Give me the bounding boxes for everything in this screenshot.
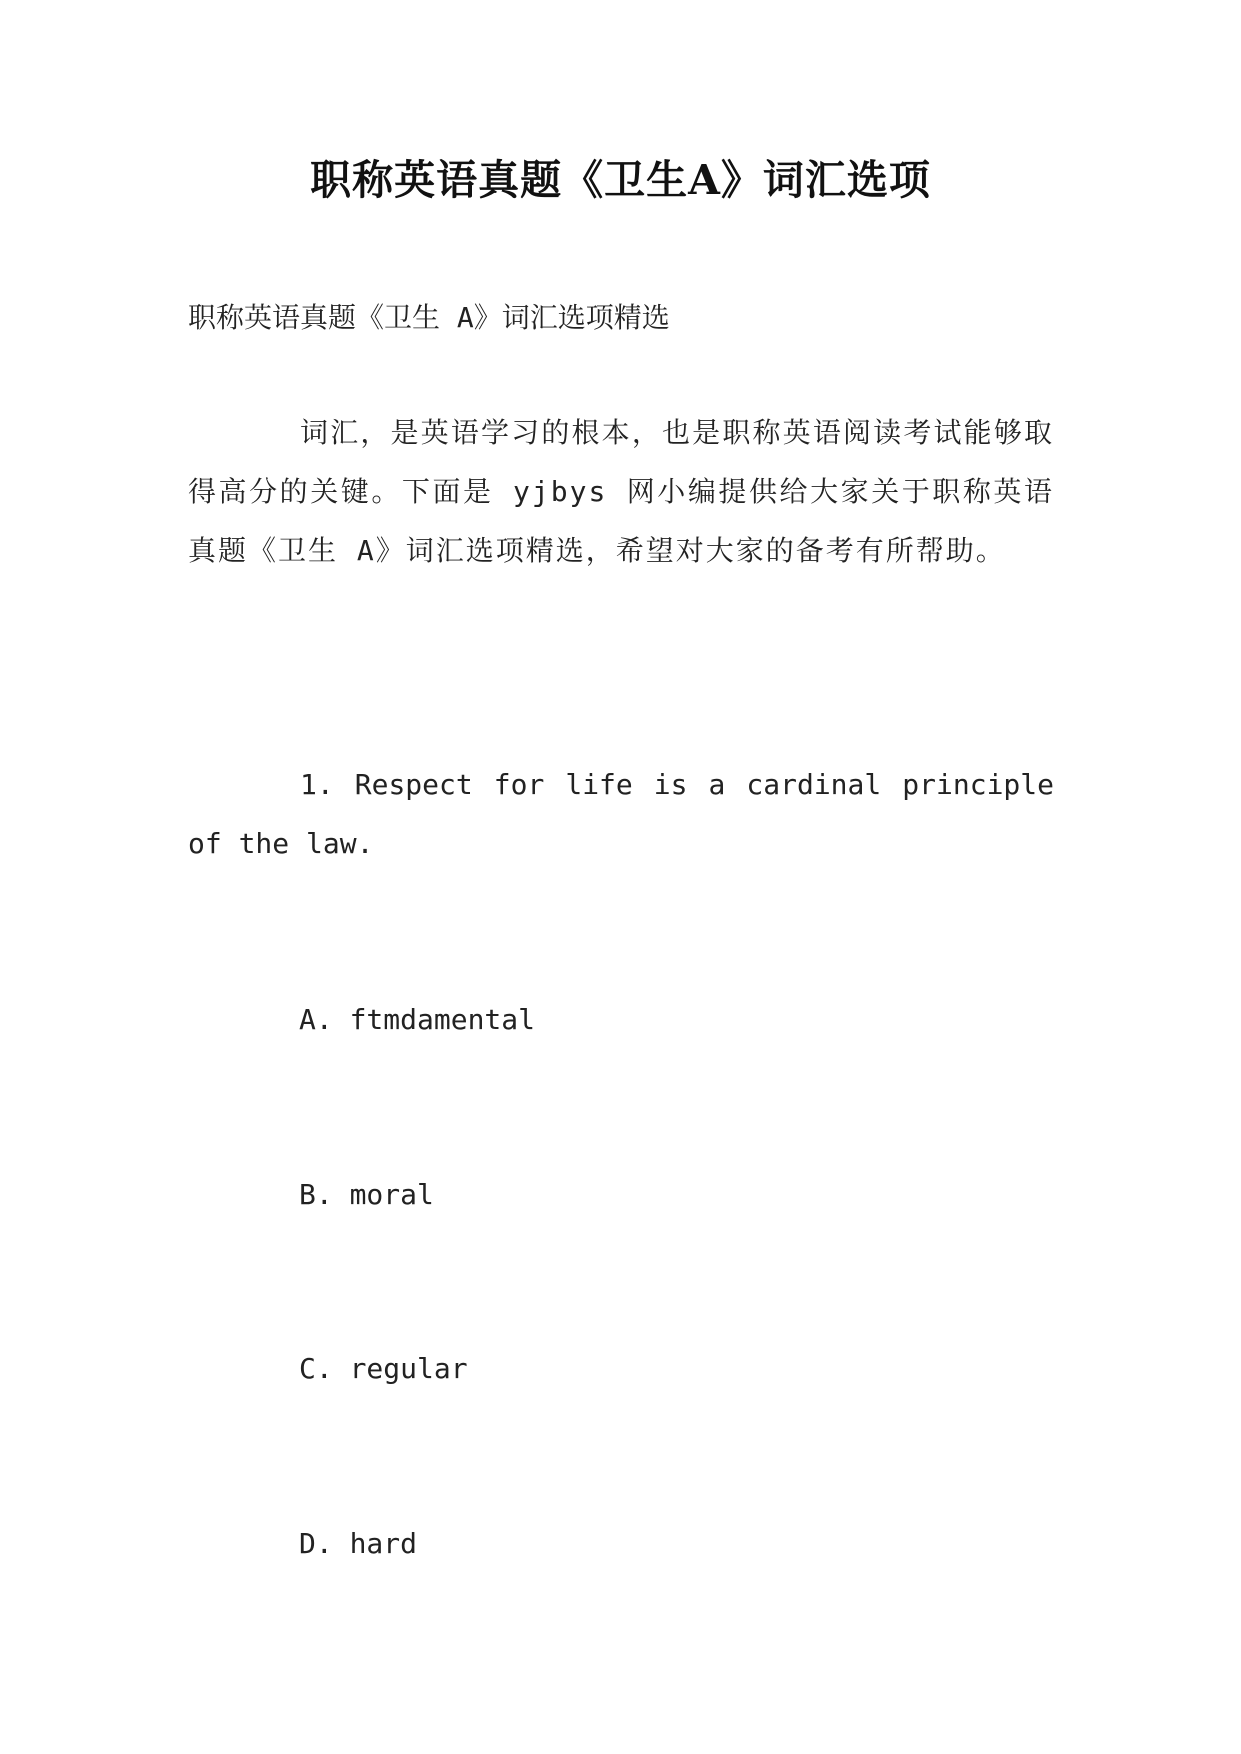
option-d: D. hard (299, 1527, 418, 1560)
option-b: B. moral (299, 1178, 434, 1211)
question-text: 1. Respect for life is a cardinal principle of the law. (188, 768, 1054, 860)
document-title: 职称英语真题《卫生A》词汇选项 (310, 156, 931, 204)
option-a: A. ftmdamental (299, 1003, 536, 1036)
intro-paragraph: 词汇，是英语学习的根本，也是职称英语阅读考试能够取得高分的关键。下面是 yjbys 网小编提供给大家关于职称英语真题《卫生 A》词汇选项精选，希望对大家的备考有所帮助。 (188, 416, 1054, 567)
option-c: C. regular (299, 1352, 468, 1385)
document-subtitle: 职称英语真题《卫生 A》词汇选项精选 (188, 301, 670, 334)
